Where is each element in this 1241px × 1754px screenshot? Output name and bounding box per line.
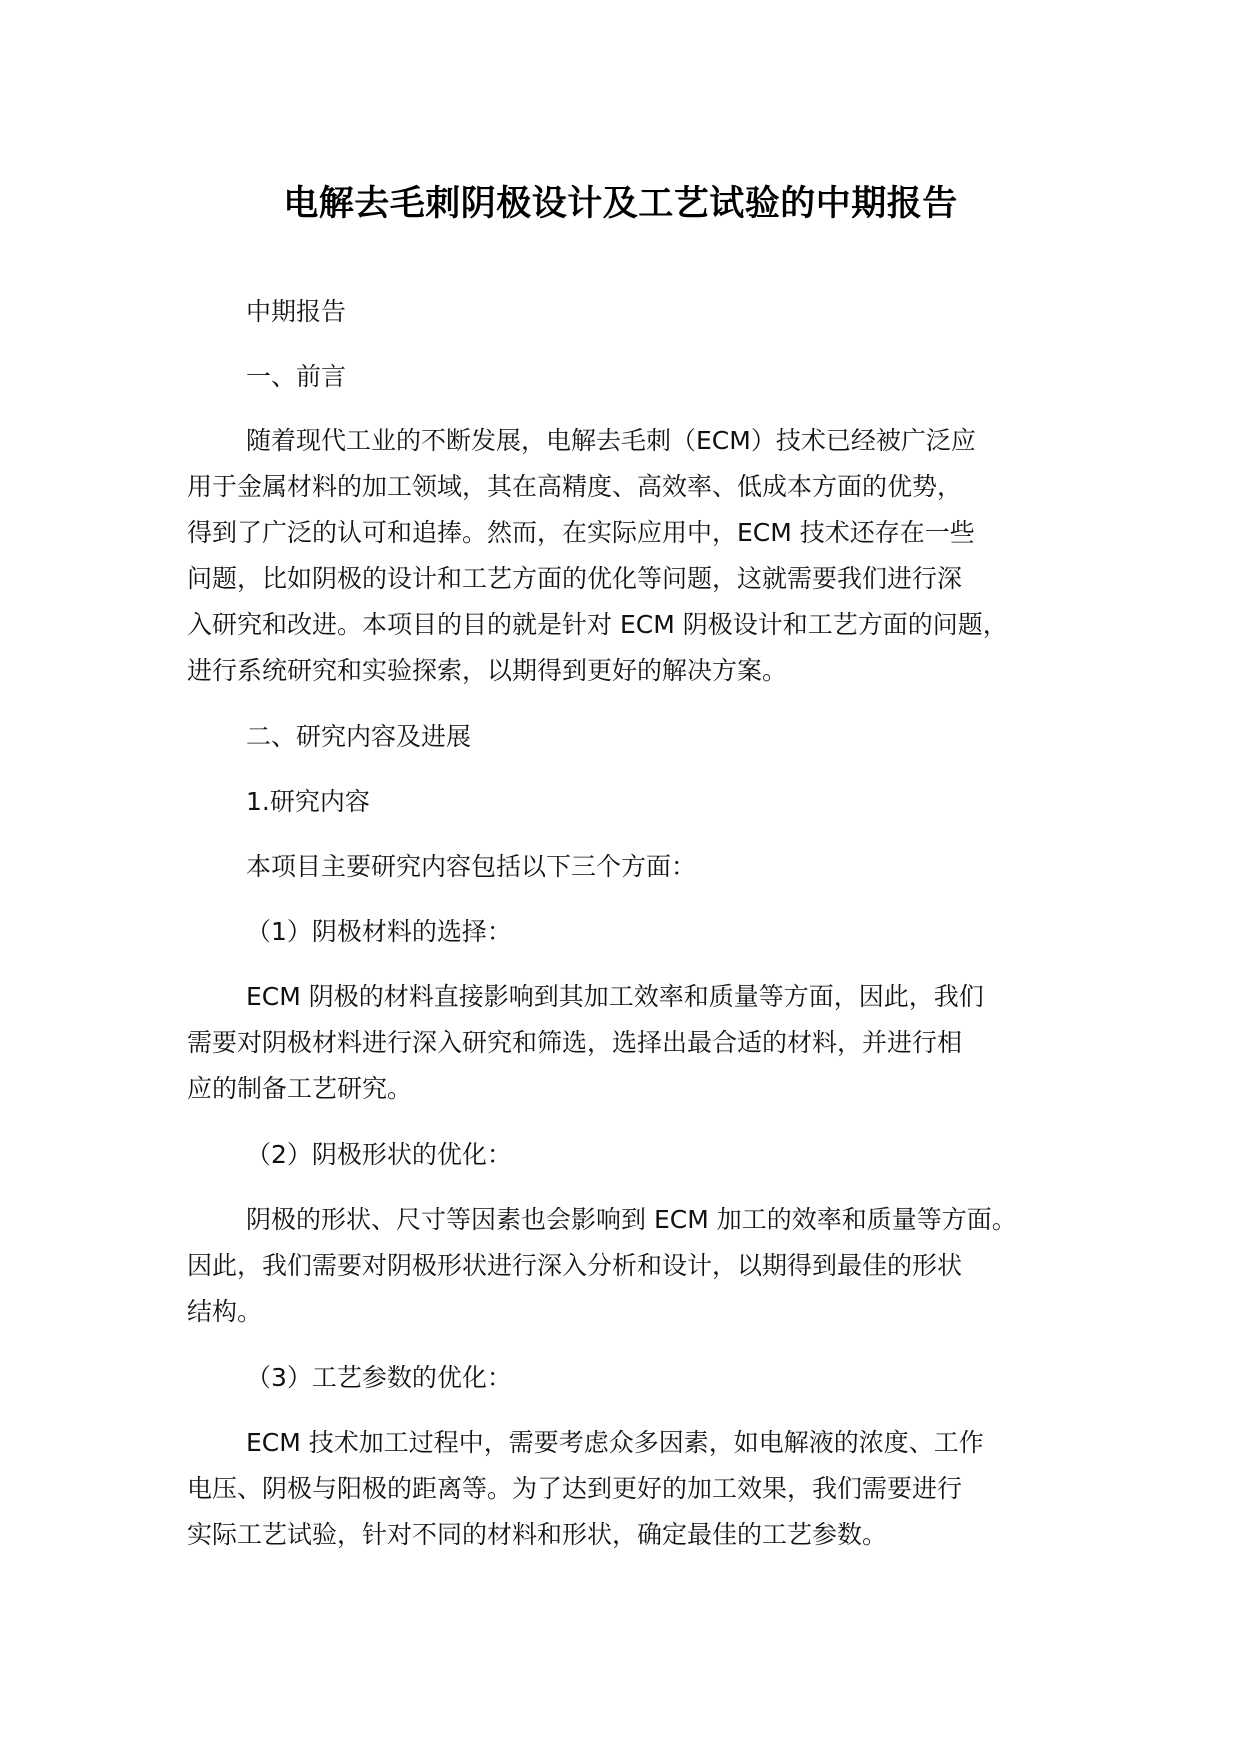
item-text-line: 阴极的形状、尺寸等因素也会影响到 ECM 加工的效率和质量等方面。 xyxy=(246,1205,1017,1234)
preface-paragraph-line: 进行系统研究和实验探索，以期得到更好的解决方案。 xyxy=(187,656,788,685)
item-text-line: 结构。 xyxy=(187,1297,263,1326)
item-text-line: 因此，我们需要对阴极形状进行深入分析和设计，以期得到最佳的形状 xyxy=(187,1251,963,1280)
item-label-cathode-shape: （2）阴极形状的优化： xyxy=(246,1140,512,1169)
section-heading-research: 二、研究内容及进展 xyxy=(246,722,472,751)
item-text-line: 电压、阴极与阳极的距离等。为了达到更好的加工效果，我们需要进行 xyxy=(187,1474,963,1503)
preface-paragraph-line: 问题，比如阴极的设计和工艺方面的优化等问题，这就需要我们进行深 xyxy=(187,564,963,593)
report-subtitle: 中期报告 xyxy=(246,297,347,326)
item-text-line: 实际工艺试验，针对不同的材料和形状，确定最佳的工艺参数。 xyxy=(187,1520,888,1549)
sub-heading-research-content: 1.研究内容 xyxy=(246,787,370,816)
research-intro: 本项目主要研究内容包括以下三个方面： xyxy=(246,852,697,881)
preface-paragraph-line: 用于金属材料的加工领域，其在高精度、高效率、低成本方面的优势， xyxy=(187,472,963,501)
document-title: 电解去毛刺阴极设计及工艺试验的中期报告 xyxy=(283,184,958,224)
item-text-line: 应的制备工艺研究。 xyxy=(187,1074,413,1103)
preface-paragraph-line: 随着现代工业的不断发展，电解去毛刺（ECM）技术已经被广泛应 xyxy=(246,426,976,455)
item-label-cathode-material: （1）阴极材料的选择： xyxy=(246,917,512,946)
preface-paragraph-line: 得到了广泛的认可和追捧。然而，在实际应用中，ECM 技术还存在一些 xyxy=(187,518,975,547)
preface-paragraph-line: 入研究和改进。本项目的目的就是针对 ECM 阴极设计和工艺方面的问题， xyxy=(187,610,1008,639)
item-label-process-parameters: （3）工艺参数的优化： xyxy=(246,1363,512,1392)
item-text-line: 需要对阴极材料进行深入研究和筛选，选择出最合适的材料，并进行相 xyxy=(187,1028,963,1057)
item-text-line: ECM 阴极的材料直接影响到其加工效率和质量等方面，因此，我们 xyxy=(246,982,984,1011)
item-text-line: ECM 技术加工过程中，需要考虑众多因素，如电解液的浓度、工作 xyxy=(246,1428,984,1457)
section-heading-preface: 一、前言 xyxy=(246,362,347,391)
